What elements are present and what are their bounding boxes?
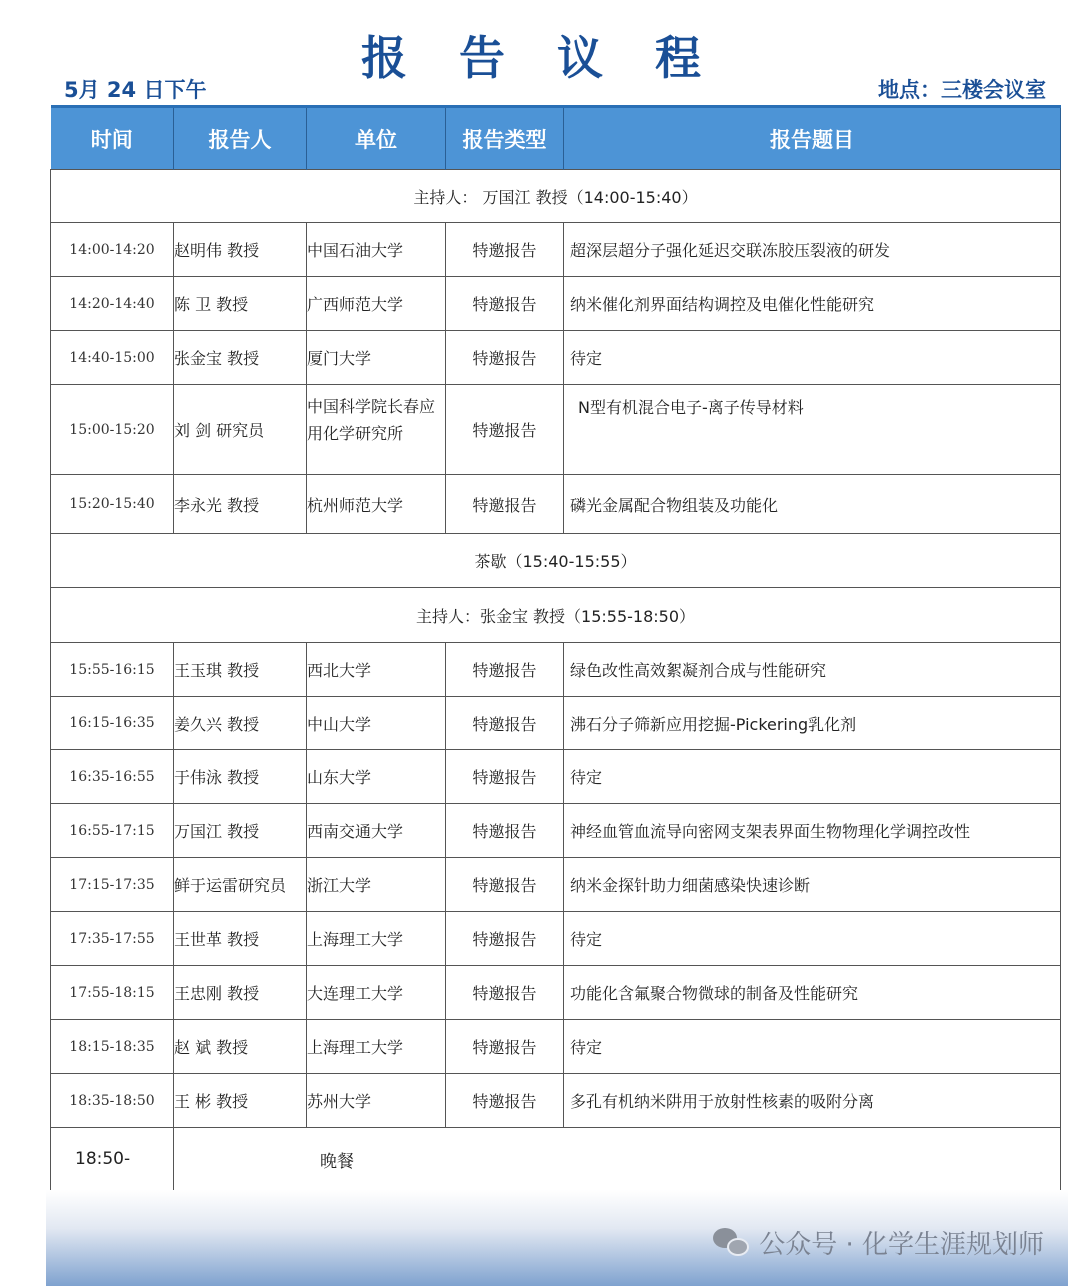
type-cell: 特邀报告	[446, 697, 564, 750]
time-cell: 17:55-18:15	[51, 966, 174, 1020]
tea-break-row-text: 茶歇（15:40-15:55）	[51, 534, 1061, 588]
time-cell: 17:15-17:35	[51, 858, 174, 912]
table-row	[51, 912, 1061, 966]
header-type: 报告类型	[446, 107, 564, 170]
affiliation-cell: 上海理工大学	[307, 1020, 446, 1074]
speaker-cell: 赵 斌 教授	[174, 1020, 307, 1074]
dinner-row	[51, 1128, 1061, 1191]
agenda-table	[50, 105, 1061, 1191]
table-row	[51, 1074, 1061, 1128]
speaker-cell: 陈 卫 教授	[174, 277, 307, 331]
host-row-text: 主持人： 万国江 教授（14:00-15:40）	[51, 170, 1061, 223]
type-cell: 特邀报告	[446, 385, 564, 475]
topic-cell: 超深层超分子强化延迟交联冻胶压裂液的研发	[564, 223, 1061, 277]
table-row	[51, 858, 1061, 912]
time-cell: 15:00-15:20	[51, 385, 174, 475]
type-cell: 特邀报告	[446, 804, 564, 858]
type-cell: 特邀报告	[446, 331, 564, 385]
speaker-cell: 王世革 教授	[174, 912, 307, 966]
time-cell: 14:40-15:00	[51, 331, 174, 385]
table-row	[51, 475, 1061, 534]
topic-cell: 纳米催化剂界面结构调控及电催化性能研究	[564, 277, 1061, 331]
topic-cell: 待定	[564, 1020, 1061, 1074]
wechat-icon	[713, 1228, 751, 1258]
affiliation-cell: 上海理工大学	[307, 912, 446, 966]
location-label: 地点：三楼会议室	[878, 78, 1046, 102]
table-row	[51, 966, 1061, 1020]
topic-cell: 绿色改性高效絮凝剂合成与性能研究	[564, 643, 1061, 697]
time-cell: 14:20-14:40	[51, 277, 174, 331]
table-row	[51, 331, 1061, 385]
affiliation-cell: 大连理工大学	[307, 966, 446, 1020]
watermark	[713, 1224, 1044, 1261]
time-cell: 14:00-14:20	[51, 223, 174, 277]
watermark-text: 公众号 · 化学生涯规划师	[759, 1230, 1044, 1260]
affiliation-cell: 苏州大学	[307, 1074, 446, 1128]
table-row	[51, 643, 1061, 697]
table-row	[51, 1020, 1061, 1074]
type-cell: 特邀报告	[446, 643, 564, 697]
speaker-cell: 鲜于运雷研究员	[174, 858, 307, 912]
time-cell: 16:35-16:55	[51, 750, 174, 804]
type-cell: 特邀报告	[446, 858, 564, 912]
time-cell: 16:15-16:35	[51, 697, 174, 750]
time-cell: 16:55-17:15	[51, 804, 174, 858]
page-title: 报 告 议 程	[360, 31, 720, 85]
time-cell: 15:55-16:15	[51, 643, 174, 697]
topic-cell: 沸石分子筛新应用挖掘-Pickering乳化剂	[564, 697, 1061, 750]
header-speaker: 报告人	[174, 107, 307, 170]
type-cell: 特邀报告	[446, 750, 564, 804]
topic-cell: N型有机混合电子-离子传导材料	[564, 385, 1061, 475]
topic-cell: 神经血管血流导向密网支架表界面生物物理化学调控改性	[564, 804, 1061, 858]
topic-cell: 待定	[564, 750, 1061, 804]
topic-cell: 多孔有机纳米阱用于放射性核素的吸附分离	[564, 1074, 1061, 1128]
type-cell: 特邀报告	[446, 475, 564, 534]
speaker-cell: 万国江 教授	[174, 804, 307, 858]
affiliation-cell: 西南交通大学	[307, 804, 446, 858]
type-cell: 特邀报告	[446, 912, 564, 966]
time-cell: 18:35-18:50	[51, 1074, 174, 1128]
topic-cell: 待定	[564, 331, 1061, 385]
table-row	[51, 804, 1061, 858]
time-cell: 18:15-18:35	[51, 1020, 174, 1074]
type-cell: 特邀报告	[446, 1020, 564, 1074]
speaker-cell: 王 彬 教授	[174, 1074, 307, 1128]
affiliation-cell: 中山大学	[307, 697, 446, 750]
speaker-cell: 赵明伟 教授	[174, 223, 307, 277]
table-row	[51, 223, 1061, 277]
affiliation-cell: 厦门大学	[307, 331, 446, 385]
affiliation-cell: 中国石油大学	[307, 223, 446, 277]
topic-cell: 功能化含氟聚合物微球的制备及性能研究	[564, 966, 1061, 1020]
time-cell: 17:35-17:55	[51, 912, 174, 966]
type-cell: 特邀报告	[446, 223, 564, 277]
affiliation-cell: 西北大学	[307, 643, 446, 697]
table-row	[51, 697, 1061, 750]
table-row	[51, 385, 1061, 475]
speaker-cell: 王玉琪 教授	[174, 643, 307, 697]
topic-cell: 磷光金属配合物组装及功能化	[564, 475, 1061, 534]
speaker-cell: 李永光 教授	[174, 475, 307, 534]
table-row	[51, 750, 1061, 804]
topic-cell: 待定	[564, 912, 1061, 966]
affiliation-cell: 广西师范大学	[307, 277, 446, 331]
table-header	[51, 107, 1061, 170]
speaker-cell: 姜久兴 教授	[174, 697, 307, 750]
type-cell: 特邀报告	[446, 1074, 564, 1128]
speaker-cell: 于伟泳 教授	[174, 750, 307, 804]
type-cell: 特邀报告	[446, 966, 564, 1020]
speaker-cell: 王忠刚 教授	[174, 966, 307, 1020]
topic-cell: 纳米金探针助力细菌感染快速诊断	[564, 858, 1061, 912]
date-label: 5月 24 日下午	[64, 78, 207, 102]
affiliation-cell: 杭州师范大学	[307, 475, 446, 534]
type-cell: 特邀报告	[446, 277, 564, 331]
speaker-cell: 刘 剑 研究员	[174, 385, 307, 475]
speaker-cell: 张金宝 教授	[174, 331, 307, 385]
dinner-time: 18:50-	[51, 1128, 174, 1191]
host-row	[51, 588, 1061, 643]
header-topic: 报告题目	[564, 107, 1061, 170]
time-cell: 15:20-15:40	[51, 475, 174, 534]
affiliation-cell: 浙江大学	[307, 858, 446, 912]
header-affiliation: 单位	[307, 107, 446, 170]
host-row-text: 主持人：张金宝 教授（15:55-18:50）	[51, 588, 1061, 643]
tea-break-row	[51, 534, 1061, 588]
header-time: 时间	[51, 107, 174, 170]
affiliation-cell: 中国科学院长春应用化学研究所	[307, 385, 446, 475]
host-row	[51, 170, 1061, 223]
affiliation-cell: 山东大学	[307, 750, 446, 804]
dinner-label: 晚餐	[174, 1128, 1061, 1191]
table-row	[51, 277, 1061, 331]
